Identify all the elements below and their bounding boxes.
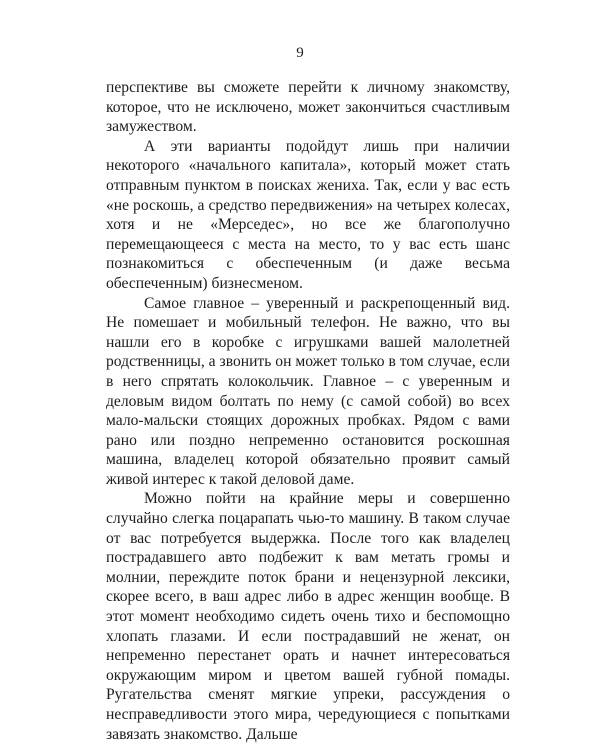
- paragraph: Самое главное – уверенный и раскрепощенный вид. Не помешает и мобильный телефон. Не важно, что вы нашли его в коробке с игрушками вашей малолетней родственницы, а звонить он может только в том случае, если в него спрятать колокольчик. Главное – с уверенным и деловым видом болтать по нему (с самой собой) во всех мало-мальски стоящих дорожных пробках. Рядом с вами рано или поздно непременно остановится роскошная машина, владелец которой обязательно проявит самый живой интерес к такой деловой даме.: [106, 294, 510, 488]
- paragraph: Можно пойти на крайние меры и совершенно случайно слегка поцарапать чью-то машину. В таком случае от вас потребуется выдержка. После того как владелец пострадавшего авто подбежит к вам метать громы и молнии, переждите поток брани и нецензурной лексики, скорее всего, в ваш адрес либо в адрес женщин вообще. В этот момент необходимо сидеть очень тихо и беспомощно хлопать глазами. И если пострадавший не женат, он непременно перестанет орать и начнет интересоваться окружающим миром и цветом вашей губной помады. Ругательства сменят мягкие упреки, рассуждения о несправедливости этого мира, чередующиеся с попытками завязать знакомство. Дальше: [106, 490, 510, 743]
- page-number: 9: [296, 45, 304, 61]
- paragraph-continuation: перспективе вы сможете перейти к личному знакомству, которое, что не исключено, может закончиться счастливым замужеством.: [106, 79, 510, 136]
- body-text: [106, 78, 510, 744]
- paragraph: А эти варианты подойдут лишь при наличии некоторого «начального капитала», который может стать отправным пунктом в поисках жениха. Так, если у вас есть «не роскошь, а средство передвижения» на четырех колесах, хотя и не «Мерседес», но все же благополучно перемещающееся с места на место, то у вас есть шанс познакомиться с обеспеченным (и даже весьма обеспеченным) бизнесменом.: [106, 137, 510, 292]
